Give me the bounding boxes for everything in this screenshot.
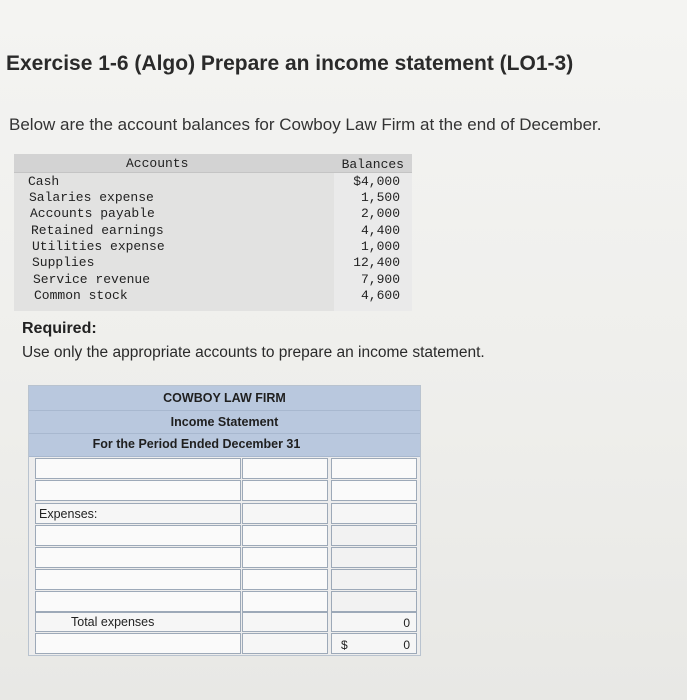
table-row: [14, 239, 412, 255]
expenses-amount-blank: [242, 503, 328, 524]
net-income-label-input[interactable]: [35, 633, 241, 654]
expense-total-blank-1: [331, 525, 417, 546]
account-name: Common stock: [34, 288, 128, 303]
expense-account-input-3[interactable]: [35, 569, 241, 590]
net-income-amount-blank: [242, 633, 328, 654]
balances-header-cell: [334, 154, 412, 173]
table-row: [14, 272, 412, 288]
expense-account-input-1[interactable]: [35, 525, 241, 546]
net-income-value: 0: [403, 638, 410, 652]
account-balance: 7,900: [360, 272, 400, 287]
account-balance: 1,000: [360, 239, 400, 254]
account-name: Utilities expense: [32, 239, 165, 254]
statement-header-title: [29, 411, 420, 434]
account-balance: 4,600: [360, 288, 400, 303]
net-income-currency: $: [341, 638, 348, 652]
accounts-header-cell: [14, 154, 334, 173]
expense-account-input-2[interactable]: [35, 547, 241, 568]
expenses-label-cell: [35, 503, 241, 524]
revenue-amount-input-2[interactable]: [242, 480, 328, 501]
intro-text: Below are the account balances for Cowboy Law Firm at the end of December.: [9, 115, 602, 134]
exercise-title: Exercise 1-6 (Algo) Prepare an income statement (LO1-3): [6, 52, 574, 75]
account-name: Cash: [28, 174, 60, 189]
expenses-label: Expenses:: [39, 507, 98, 521]
total-expenses-label: Total expenses: [71, 615, 155, 629]
statement-period: For the Period Ended December 31: [92, 437, 301, 451]
balances-column-header: Balances: [341, 157, 404, 172]
statement-header-company: [29, 386, 420, 411]
net-income-total-cell: [331, 633, 417, 654]
account-name: Salaries expense: [29, 190, 154, 205]
table-row: [14, 174, 412, 190]
table-row: [14, 206, 412, 222]
account-balance: $4,000: [353, 174, 400, 189]
account-balance: 12,400: [353, 255, 400, 270]
expense-total-blank-3: [331, 569, 417, 590]
total-expenses-label-cell: [35, 612, 241, 632]
total-expenses-amount-blank: [242, 612, 328, 632]
table-row: [14, 288, 412, 304]
account-balances-table: [14, 154, 412, 311]
company-name: COWBOY LAW FIRM: [163, 391, 286, 405]
account-balance: 1,500: [360, 190, 400, 205]
accounts-column-header: Accounts: [126, 156, 189, 171]
expense-amount-input-3[interactable]: [242, 569, 328, 590]
revenue-total-input-2[interactable]: [331, 480, 417, 501]
table-row: [14, 223, 412, 239]
expense-account-input-4[interactable]: [35, 591, 241, 612]
expense-amount-input-4[interactable]: [242, 591, 328, 612]
total-expenses-total-cell: [331, 612, 417, 632]
account-name: Service revenue: [33, 272, 151, 287]
revenue-total-input[interactable]: [331, 458, 417, 479]
required-label: Required:: [22, 320, 97, 337]
required-instruction: Use only the appropriate accounts to prepare an income statement.: [22, 344, 485, 361]
table-row: [14, 190, 412, 206]
expense-total-blank-2: [331, 547, 417, 568]
account-name: Supplies: [32, 255, 95, 270]
table-row: [14, 255, 412, 271]
account-name: Accounts payable: [30, 206, 155, 221]
account-balance: 4,400: [360, 223, 400, 238]
revenue-account-input-2[interactable]: [35, 480, 241, 501]
account-name: Retained earnings: [31, 223, 164, 238]
account-balance: 2,000: [360, 206, 400, 221]
statement-header-period: [29, 434, 420, 457]
expense-total-blank-4: [331, 591, 417, 612]
income-statement-worksheet: [28, 385, 421, 656]
expense-amount-input-2[interactable]: [242, 547, 328, 568]
expenses-total-blank: [331, 503, 417, 524]
expense-amount-input-1[interactable]: [242, 525, 328, 546]
total-expenses-value: 0: [403, 616, 410, 630]
revenue-amount-input[interactable]: [242, 458, 328, 479]
revenue-account-input[interactable]: [35, 458, 241, 479]
statement-name: Income Statement: [170, 415, 279, 429]
